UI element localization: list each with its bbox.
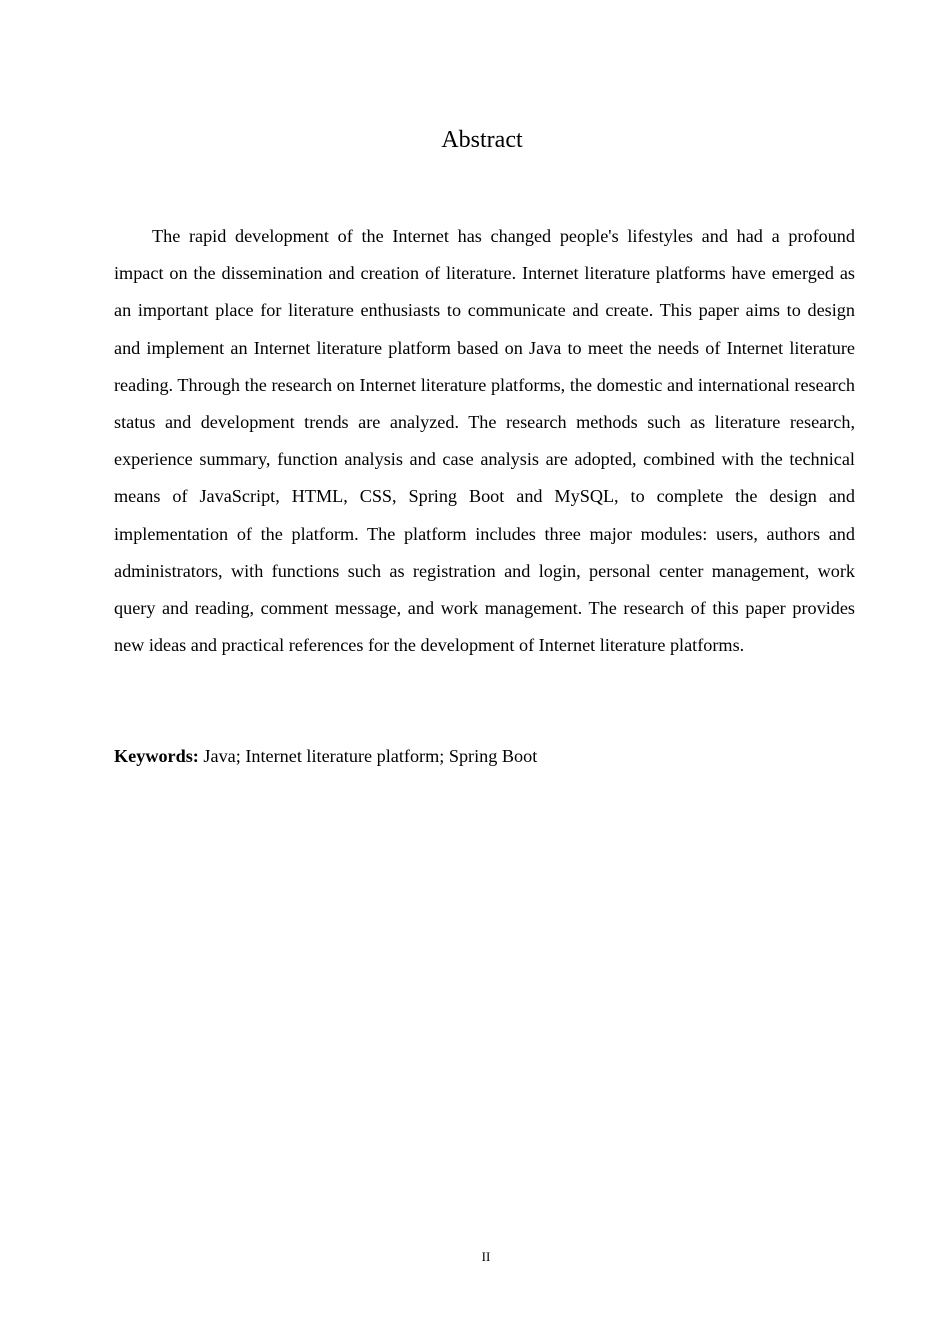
keywords-text: Java; Internet literature platform; Spring Boot — [203, 746, 538, 766]
keywords-line — [114, 738, 855, 775]
page-title: Abstract — [441, 127, 523, 153]
abstract-paragraph: The rapid development of the Internet has changed people's lifestyles and had a profound impact on the dissemination and creation of literature. Internet literature platforms have emerged as an important place for literature enthusiasts to communicate and create. This paper aims to design and implement an Internet literature platform based on Java to meet the needs of Internet literature reading. Through the research on Internet literature platforms, the domestic and international research status and development trends are analyzed. The research methods such as literature research, experience summary, function analysis and case analysis are adopted, combined with the technical means of JavaScript, HTML, CSS, Spring Boot and MySQL, to complete the design and implementation of the platform. The platform includes three major modules: users, authors and administrators, with functions such as registration and login, personal center management, work query and reading, comment message, and work management. The research of this paper provides new ideas and practical references for the development of Internet literature platforms. — [114, 226, 855, 656]
keywords-label: Keywords: — [114, 746, 199, 766]
page-number: II — [481, 1249, 491, 1264]
